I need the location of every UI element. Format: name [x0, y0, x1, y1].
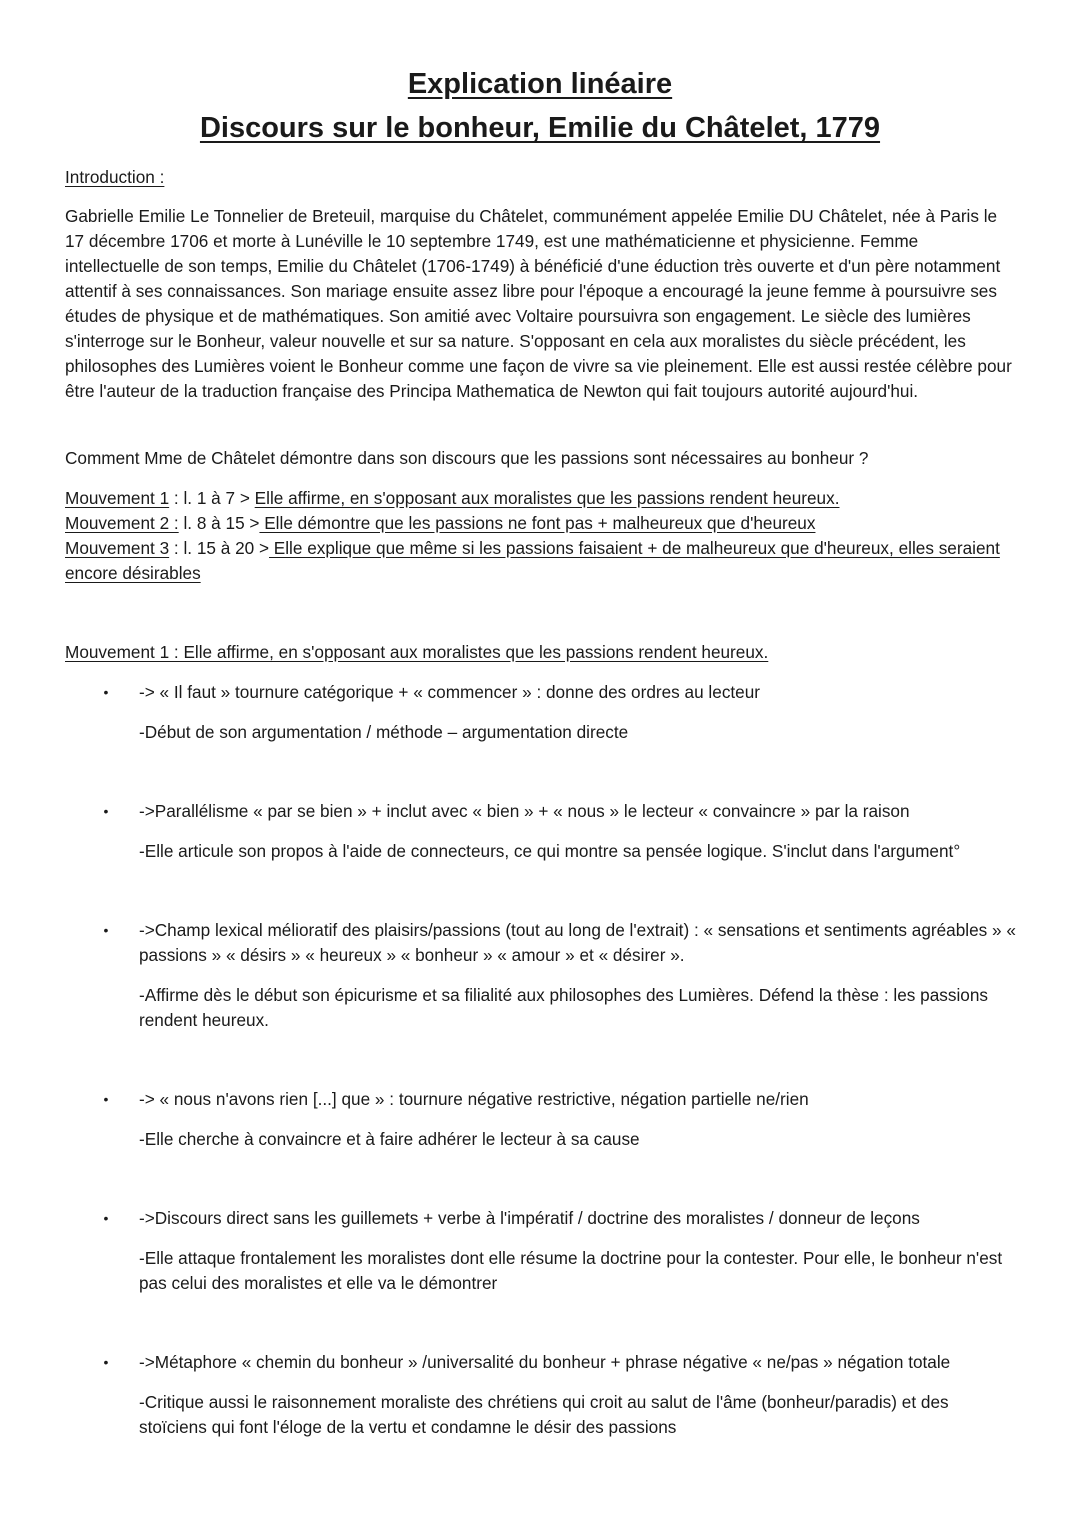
- bullet-point: -> « nous n'avons rien [...] que » : tournure négative restrictive, négation partielle ne/rien: [139, 1089, 809, 1109]
- movement-lines: l. 1 à 7 >: [183, 488, 250, 508]
- bullet-point: ->Discours direct sans les guillemets + verbe à l'impératif / doctrine des moralistes / donneur de leçons: [139, 1208, 920, 1228]
- problematic-question: Comment Mme de Châtelet démontre dans son discours que les passions sont nécessaires au bonheur ?: [65, 448, 869, 468]
- movement-label: Mouvement 1: [65, 488, 170, 508]
- movement-summary: Elle démontre que les passions ne font pas + malheureux que d'heureux: [259, 513, 816, 533]
- movement-outline-1: [65, 486, 1015, 511]
- bullet-comment: -Elle attaque frontalement les moralistes dont elle résume la doctrine pour la contester. Pour elle, le bonheur n'est pas celui des moralistes et elle va le démontrer: [139, 1248, 1003, 1293]
- movement-outline-3: [65, 536, 1015, 586]
- bullet-icon: •: [103, 684, 109, 700]
- movement-lines: l. 15 à 20 >: [183, 538, 269, 558]
- title-line-1: Explication linéaire: [407, 68, 673, 100]
- movement-lines: l. 8 à 15 >: [183, 513, 260, 533]
- bullet-icon: •: [103, 803, 109, 819]
- bullet-comment: -Affirme dès le début son épicurisme et sa filialité aux philosophes des Lumières. Défend la thèse : les passions rendent heureux.: [139, 985, 989, 1030]
- bullet-point: ->Champ lexical mélioratif des plaisirs/passions (tout au long de l'extrait) : « sensations et sentiments agréables » « passions » « désirs » « heureux » « bonheur » « amour » et « désirer ».: [139, 920, 1016, 965]
- bullet-comment: -Critique aussi le raisonnement moraliste des chrétiens qui croit au salut de l'âme (bonheur/paradis) et des stoïciens qui font l'éloge de la vertu et condamne le désir des passions: [139, 1392, 949, 1437]
- movement-1-heading: Mouvement 1 : Elle affirme, en s'opposant aux moralistes que les passions rendent heureux.: [65, 642, 769, 662]
- introduction-paragraph: Gabrielle Emilie Le Tonnelier de Breteuil, marquise du Châtelet, communément appelée Emilie DU Châtelet, née à Paris le 17 décembre 1706 et morte à Lunéville le 10 septembre 1749, est une mathématicienne et physicienne. Femme intellectuelle de son temps, Emilie du Châtelet (1706-1749) à bénéficié d'une éduction très ouverte et d'un père notamment attentif à ses connaissances. Son mariage ensuite assez libre pour l'époque a encouragé la jeune femme à poursuivre ses études de physique et de mathématiques. Son amitié avec Voltaire poursuivra son engagement. Le siècle des lumières s'interroge sur le Bonheur, valeur nouvelle et sur sa nature. S'opposant en cela aux moralistes du siècle précédent, les philosophes des Lumières voient le Bonheur comme une façon de vivre sa vie pleinement. Elle est aussi restée célèbre pour être l'auteur de la traduction française des Principa Mathematica de Newton qui fait toujours autorité aujourd'hui.: [65, 206, 1012, 401]
- movement-summary: Elle affirme, en s'opposant aux moralistes que les passions rendent heureux.: [254, 488, 840, 508]
- movement-separator: :: [169, 488, 184, 508]
- title-line-2: Discours sur le bonheur, Emilie du Châtelet, 1779: [199, 112, 881, 144]
- bullet-comment: -Elle articule son propos à l'aide de connecteurs, ce qui montre sa pensée logique. S'inclut dans l'argument°: [139, 841, 961, 861]
- bullet-point: ->Métaphore « chemin du bonheur » /universalité du bonheur + phrase négative « ne/pas » négation totale: [139, 1352, 951, 1372]
- movement-summary: Elle explique que même si les passions faisaient + de malheureux que d'heureux, elles seraient encore désirables: [65, 538, 1000, 583]
- movements-outline: [65, 486, 1015, 586]
- movement-outline-2: [65, 511, 1015, 536]
- movement-label: Mouvement 2 :: [65, 513, 179, 533]
- bullet-comment: -Début de son argumentation / méthode – argumentation directe: [139, 722, 629, 742]
- bullet-icon: •: [103, 922, 109, 938]
- bullet-icon: •: [103, 1354, 109, 1370]
- bullet-icon: •: [103, 1210, 109, 1226]
- movement-separator: :: [169, 538, 184, 558]
- bullet-point: -> « Il faut » tournure catégorique + « commencer » : donne des ordres au lecteur: [139, 682, 761, 702]
- bullet-comment: -Elle cherche à convaincre et à faire adhérer le lecteur à sa cause: [139, 1129, 640, 1149]
- bullet-icon: •: [103, 1091, 109, 1107]
- document-title: [0, 62, 1080, 150]
- bullet-point: ->Parallélisme « par se bien » + inclut avec « bien » + « nous » le lecteur « convaincre » par la raison: [139, 801, 910, 821]
- movement-label: Mouvement 3: [65, 538, 170, 558]
- introduction-heading: Introduction :: [65, 167, 165, 187]
